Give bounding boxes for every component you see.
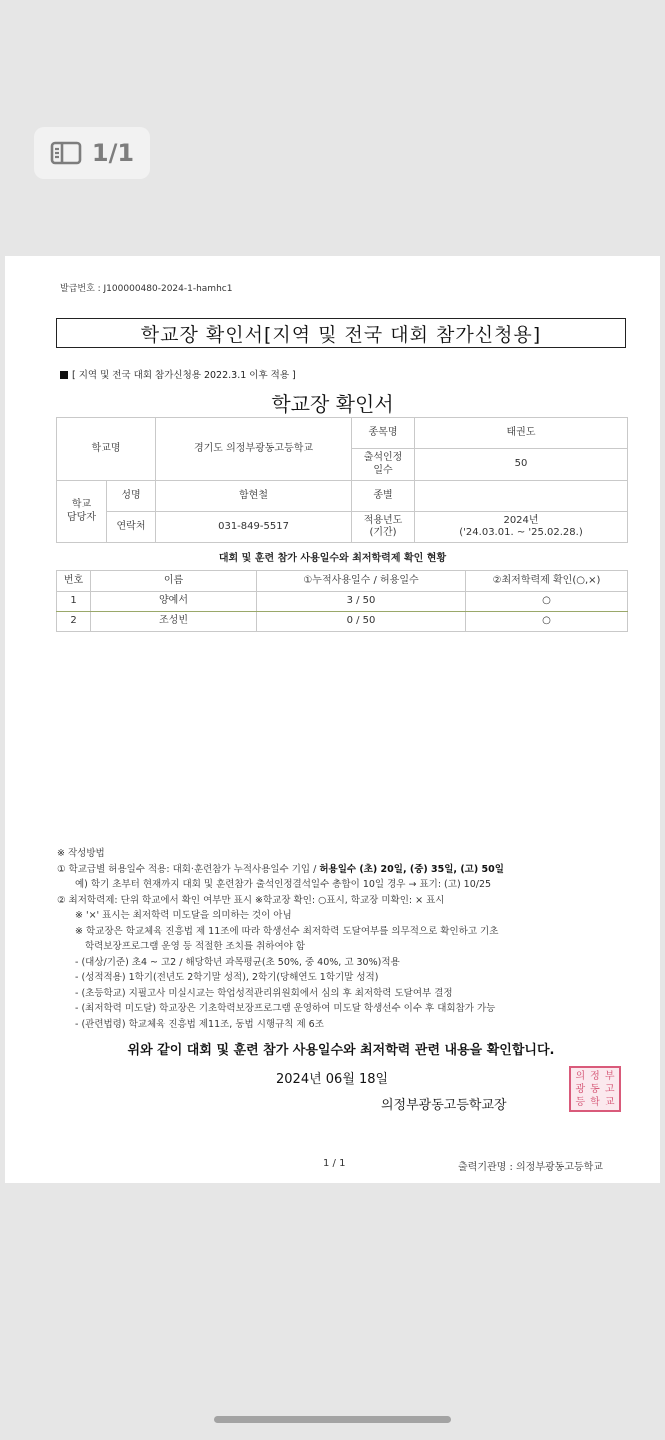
note-heading: ※ 작성방법 (57, 848, 105, 859)
school-info-table (56, 417, 628, 543)
year-value: 2024년 ('24.03.01. ~ '25.02.28.) (415, 512, 628, 543)
note-line: 예) 학기 초부터 현재까지 대회 및 훈련참가 출석인정결석일수 총합이 10일 경우 → 표기: (고) 10/25 (75, 879, 492, 890)
contact-label: 연락처 (107, 512, 156, 543)
attendance-value: 50 (415, 449, 628, 481)
applies-note-text: [ 지역 및 전국 대회 참가신청용 2022.3.1 이후 적용 ] (72, 370, 296, 381)
home-indicator-bar[interactable] (214, 1416, 451, 1423)
note-line: 학력보장프로그램 운영 등 적절한 조치를 취하여야 함 (85, 941, 306, 952)
school-value: 경기도 의정부광동고등학교 (156, 418, 352, 481)
note-line: - (관련법령) 학교체육 진흥법 제11조, 동법 시행규칙 제 6조 (75, 1018, 324, 1030)
row-check: ○ (466, 612, 628, 632)
page-counter-badge[interactable] (34, 127, 150, 179)
square-bullet-icon (60, 371, 68, 379)
row-number: 2 (57, 612, 91, 632)
header-check: ②최저학력제 확인(○,×) (466, 571, 628, 592)
note-line: - (성적적용) 1학기(전년도 2학기말 성적), 2학기(당해연도 1학기말 성적) (75, 972, 379, 983)
name-label: 성명 (107, 481, 156, 512)
attendance-label: 출석인정 일수 (352, 449, 415, 481)
page-number: 1 / 1 (323, 1158, 346, 1169)
sport-value: 태권도 (415, 418, 628, 449)
official-seal: 의 정 부 광 동 고 등 학 교 (569, 1066, 621, 1112)
principal-signature: 의정부광동고등학교장 (381, 1098, 507, 1113)
issue-date: 2024년 06월 18일 (276, 1072, 389, 1087)
issue-number: 발급번호 : J100000480-2024-1-hamhc1 (60, 284, 233, 294)
header-days: ①누적사용일수 / 허용일수 (257, 571, 466, 592)
row-days: 0 / 50 (257, 612, 466, 632)
writing-instructions (57, 846, 647, 1032)
table-row (57, 612, 628, 632)
note-line: - (초등학교) 지필고사 미실시교는 학업성적관리위원회에서 심의 후 최저학력 도달여부 결정 (75, 987, 453, 999)
usage-table-header (57, 571, 628, 592)
sport-label: 종목명 (352, 418, 415, 449)
school-label: 학교명 (57, 418, 156, 481)
usage-table (56, 570, 628, 632)
note-line: - (대상/기준) 초4 ~ 고2 / 해당학년 과목평균(초 50%, 중 40%, 고 30%)적용 (75, 956, 400, 968)
row-check: ○ (466, 592, 628, 612)
page-counter-text: 1/1 (91, 139, 135, 167)
confirmation-statement: 위와 같이 대회 및 훈련 참가 사용일수와 최저학력 관련 내용을 확인합니다. (127, 1043, 555, 1058)
usage-section-title: 대회 및 훈련 참가 사용일수와 최저학력제 확인 현황 (218, 553, 447, 564)
document-main-title: 학교장 확인서[지역 및 전국 대회 참가신청용] (56, 318, 626, 348)
document-subtitle: 학교장 확인서 (271, 392, 394, 416)
manager-label: 학교 담당자 (57, 481, 107, 543)
header-number: 번호 (57, 571, 91, 592)
row-name: 양예서 (91, 592, 257, 612)
type-value (415, 481, 628, 512)
row-number: 1 (57, 592, 91, 612)
row-name: 조성빈 (91, 612, 257, 632)
page-view-icon (50, 141, 82, 165)
applies-note (60, 367, 296, 381)
note-line: ※ 학교장은 학교체육 진흥법 제 11조에 따라 학생선수 최저학력 도달여부를 의무적으로 확인하고 기초 (75, 925, 499, 937)
table-row (57, 592, 628, 612)
issuing-institution: 출력기관명 : 의정부광동고등학교 (458, 1162, 603, 1173)
row-days: 3 / 50 (257, 592, 466, 612)
header-name: 이름 (91, 571, 257, 592)
name-value: 함현철 (156, 481, 352, 512)
note-line: ※ '×' 표시는 최저학력 미도달을 의미하는 것이 아님 (75, 910, 292, 921)
document-page (5, 256, 660, 1183)
note-line: ① 학교급별 허용일수 적용: 대회·훈련참가 누적사용일수 기입 / 허용일수 (초) 20일, (중) 35일, (고) 50일 (57, 863, 504, 875)
year-label: 적용년도 (기간) (352, 512, 415, 543)
contact-value: 031-849-5517 (156, 512, 352, 543)
type-label: 종별 (352, 481, 415, 512)
note-line: - (최저학력 미도달) 학교장은 기초학력보장프로그램 운영하여 미도달 학생선수 이수 후 대회참가 가능 (75, 1003, 496, 1014)
note-line: ② 최저학력제: 단위 학교에서 확인 여부만 표시 ※학교장 확인: ○표시, 학교장 미확인: × 표시 (57, 894, 445, 906)
